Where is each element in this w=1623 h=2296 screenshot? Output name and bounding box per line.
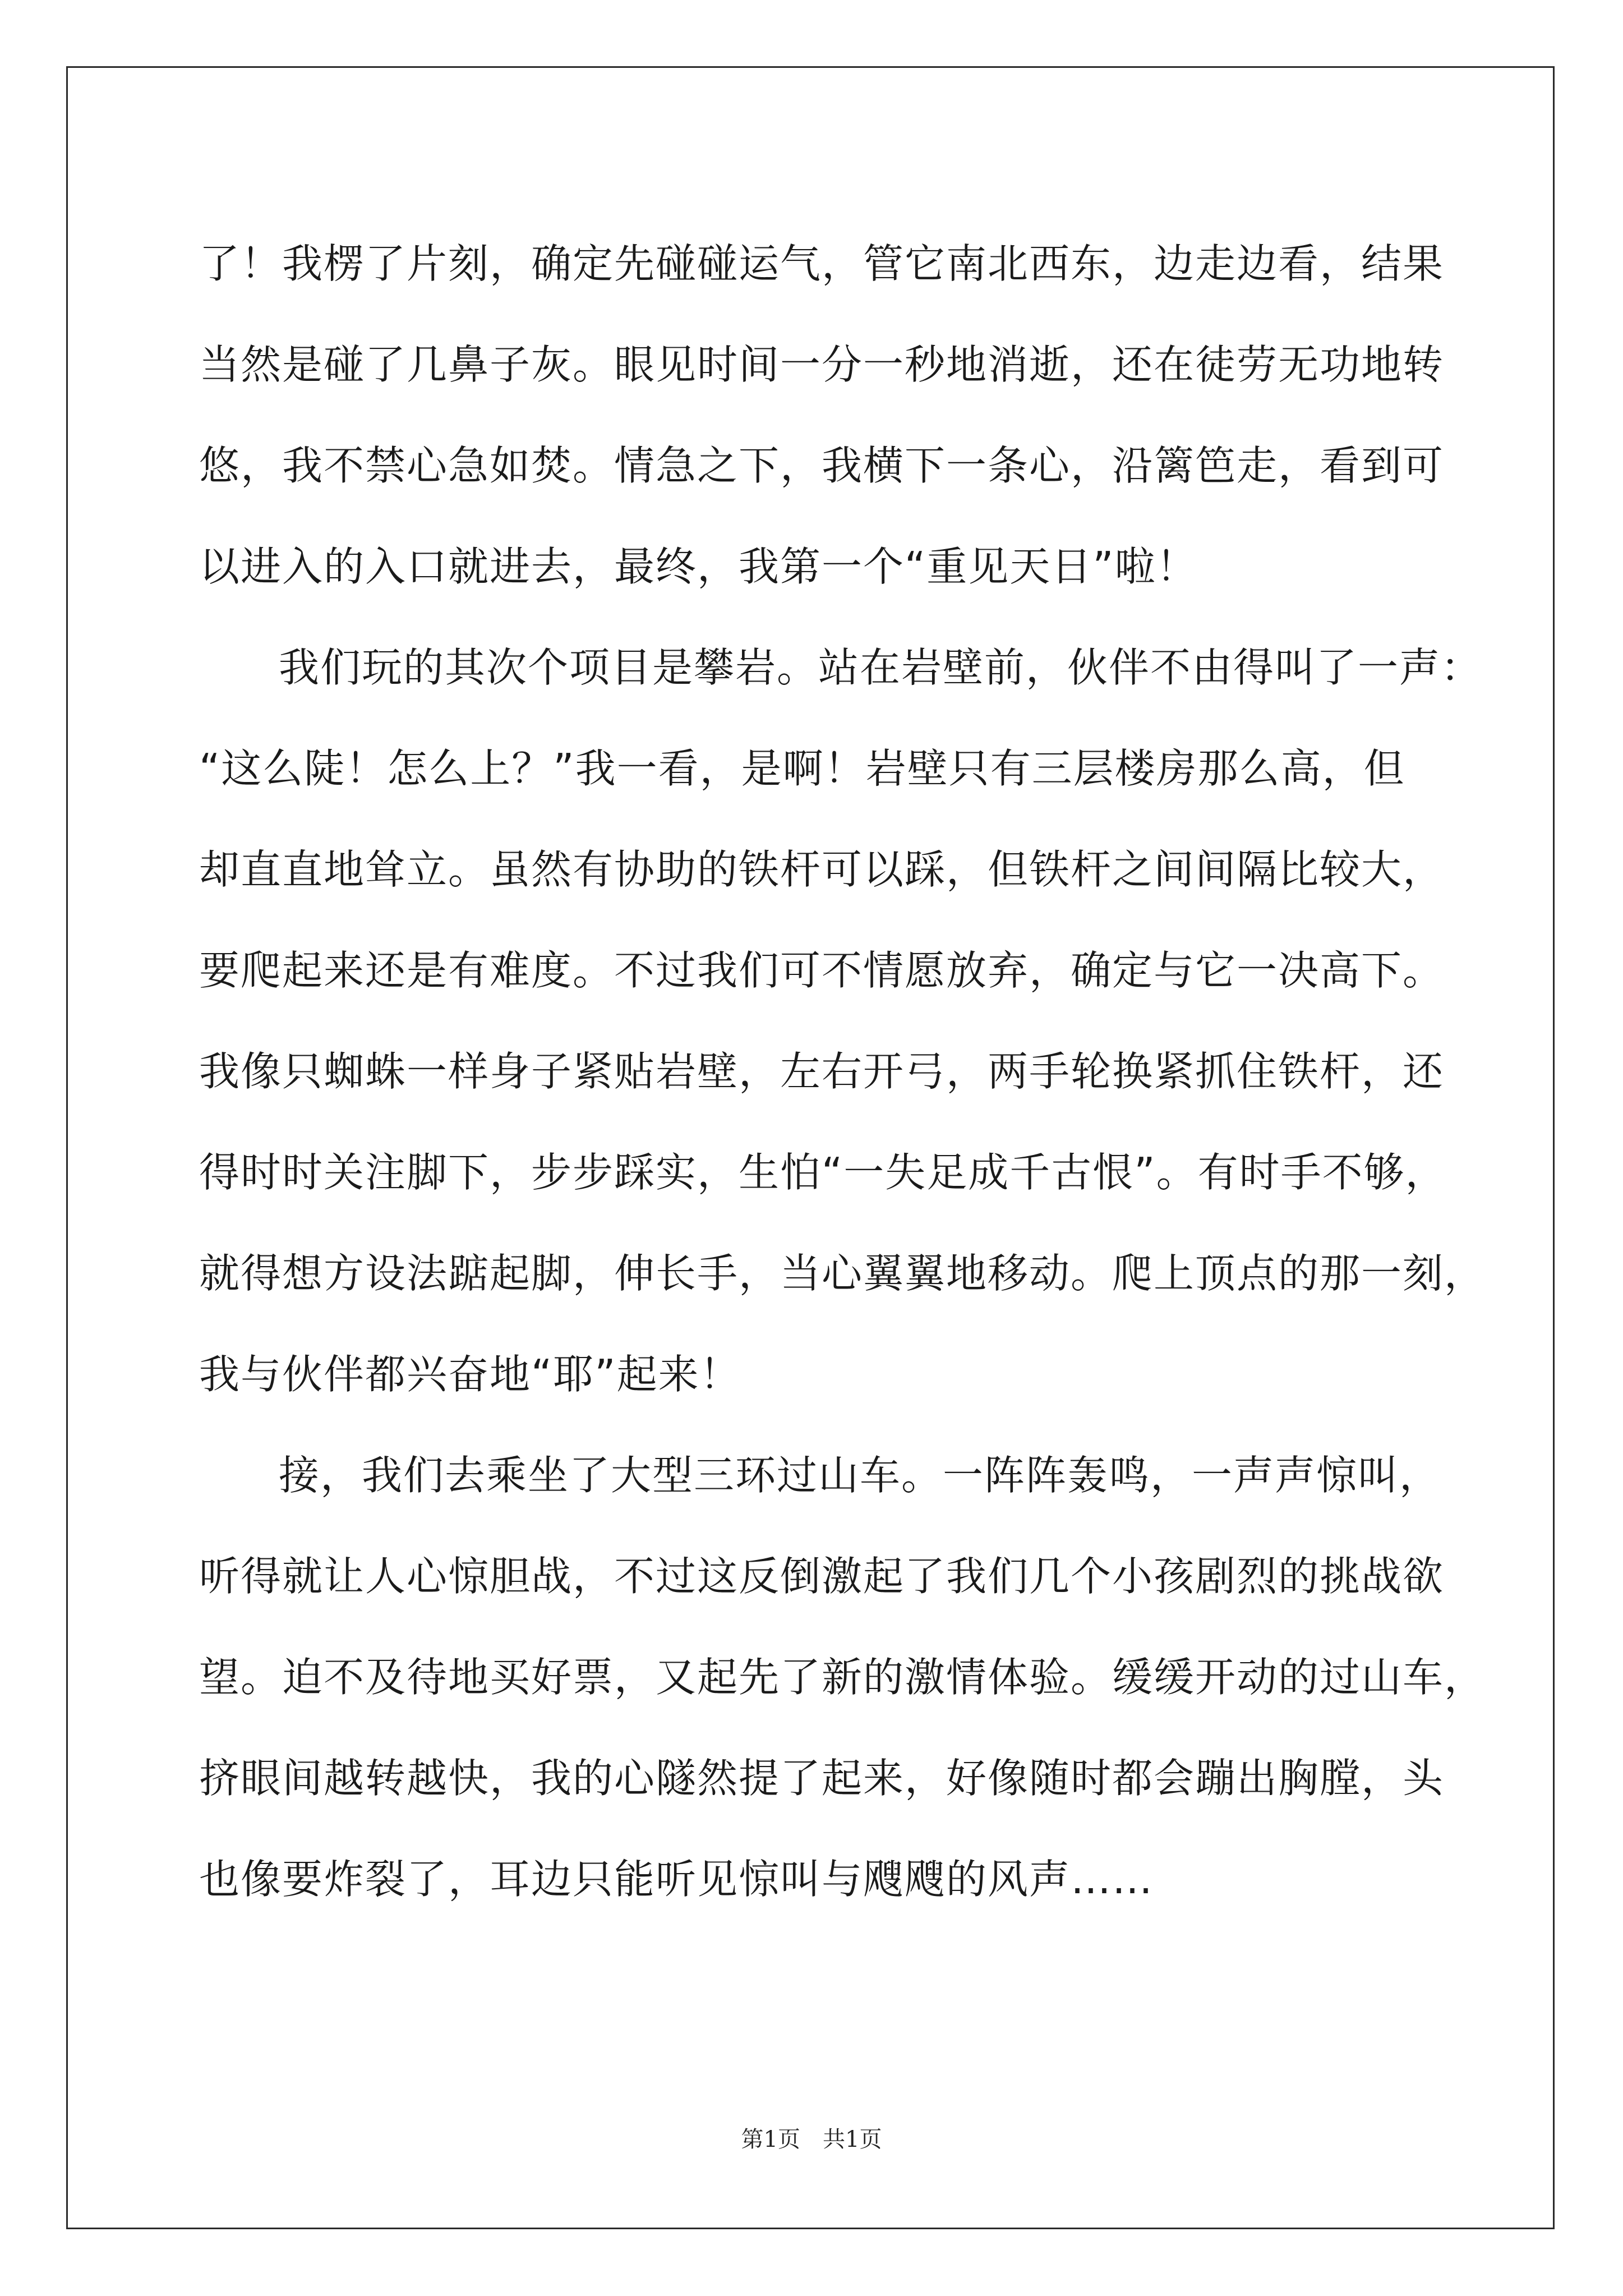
page-total: 共1页 <box>823 2127 882 2152</box>
text-line: 要爬起来还是有难度。不过我们可不情愿放弃，确定与它一决高下。 <box>199 947 1445 994</box>
text-line: 了！我楞了片刻，确定先碰碰运气，管它南北西东，边走边看，结果 <box>199 240 1445 287</box>
text-line: 望。迫不及待地买好票，又起先了新的激情体验。缓缓开动的过山车， <box>199 1654 1486 1701</box>
page-footer <box>0 2122 1623 2154</box>
text-line: 也像要炸裂了，耳边只能听见惊叫与飕飕的风声…… <box>199 1856 1154 1903</box>
text-line: 却直直地耸立。虽然有协助的铁杆可以踩，但铁杆之间间隔比较大， <box>199 846 1445 893</box>
text-line: 得时时关注脚下，步步踩实，生怕“一失足成千古恨”。有时手不够， <box>199 1149 1447 1196</box>
document-body <box>199 213 1486 1930</box>
text-line: 我像只蜘蛛一样身子紧贴岩壁，左右开弓，两手轮换紧抓住铁杆，还 <box>199 1048 1445 1095</box>
paragraph-start-line: 接，我们去乘坐了大型三环过山车。一阵阵轰鸣，一声声惊叫， <box>279 1452 1441 1499</box>
page-number: 第1页 <box>741 2127 800 2152</box>
paragraph-start-line: 我们玩的其次个项目是攀岩。站在岩壁前，伙伴不由得叫了一声： <box>279 644 1483 691</box>
text-line: 听得就让人心惊胆战，不过这反倒激起了我们几个小孩剧烈的挑战欲 <box>199 1553 1445 1600</box>
text-line: 就得想方设法踮起脚，伸长手，当心翼翼地移动。爬上顶点的那一刻， <box>199 1250 1486 1297</box>
text-line: 以进入的入口就进去，最终，我第一个“重见天日”啦！ <box>199 543 1198 590</box>
text-line: 我与伙伴都兴奋地“耶”起来！ <box>199 1351 741 1398</box>
text-line: 当然是碰了几鼻子灰。眼见时间一分一秒地消逝，还在徒劳无功地转 <box>199 341 1445 388</box>
text-line: 悠，我不禁心急如焚。情急之下，我横下一条心，沿篱笆走，看到可 <box>199 442 1445 489</box>
text-line: “这么陡！怎么上？”我一看，是啊！岩壁只有三层楼房那么高，但 <box>199 745 1405 792</box>
text-line: 挤眼间越转越快，我的心隧然提了起来，好像随时都会蹦出胸膛，头 <box>199 1755 1445 1802</box>
